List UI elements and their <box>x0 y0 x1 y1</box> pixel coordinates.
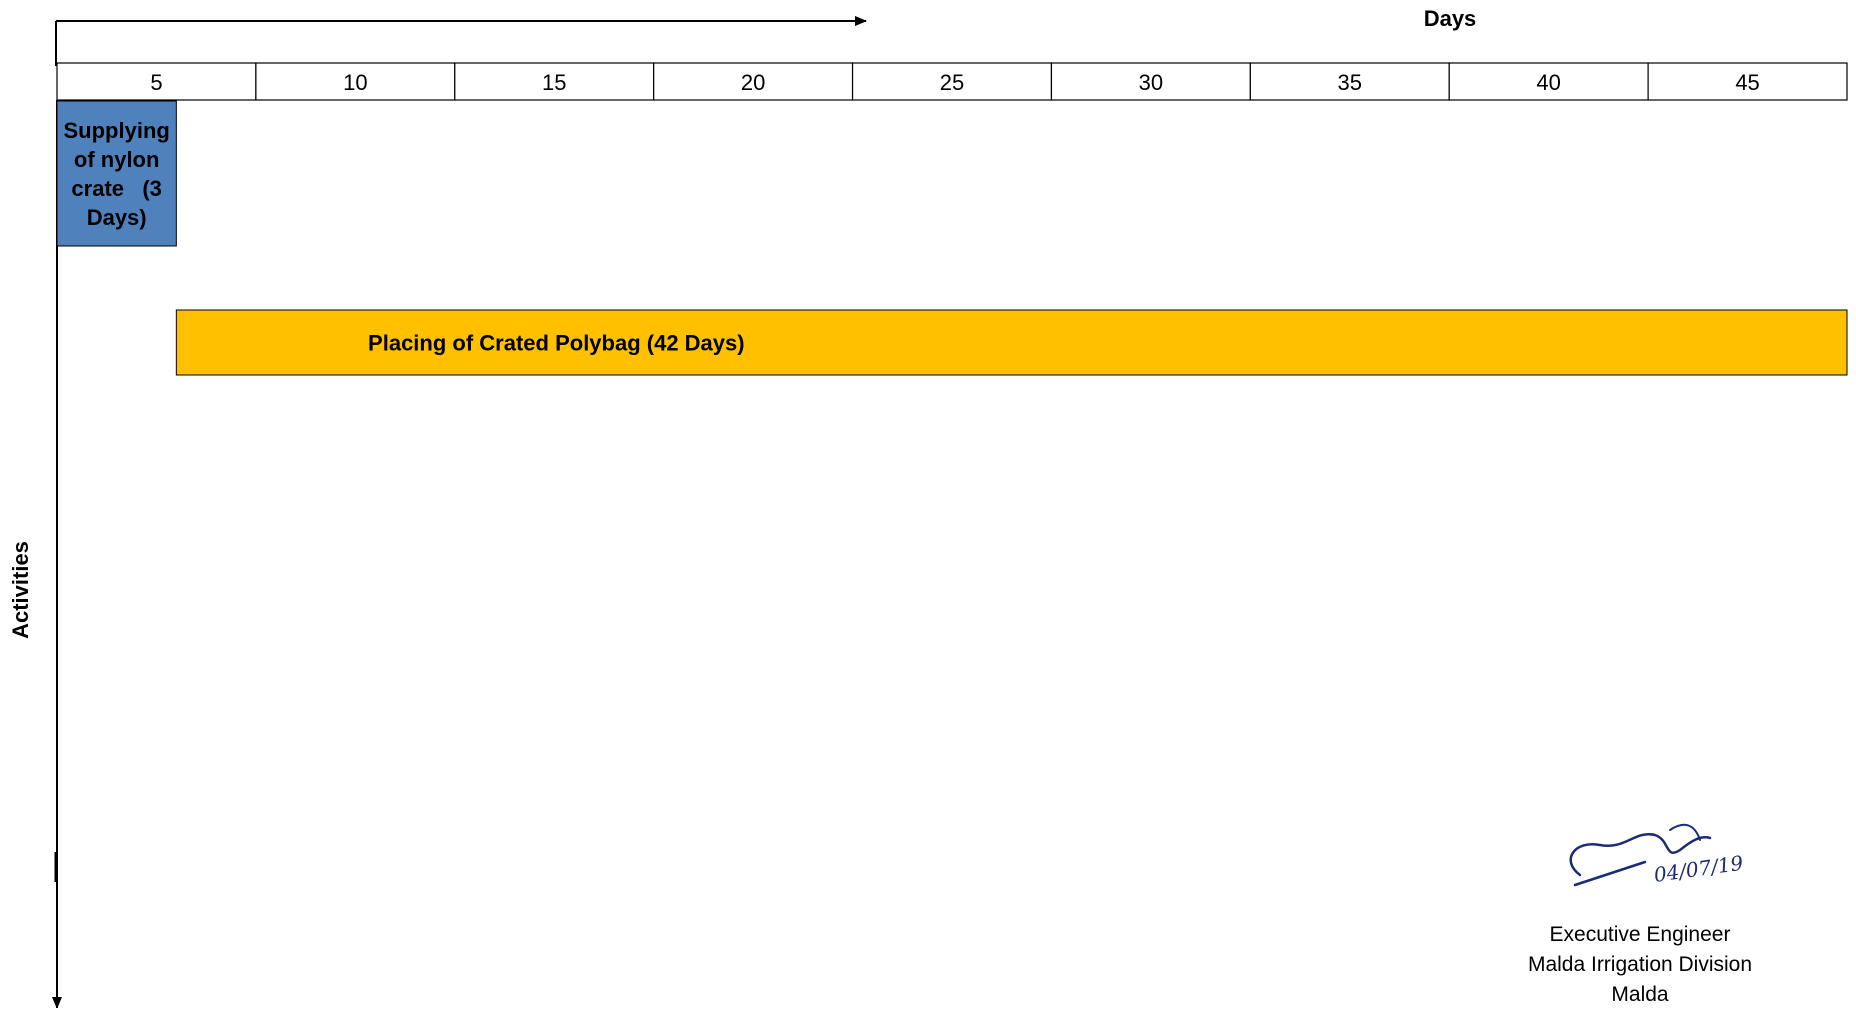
task-label: Placing of Crated Polybag (42 Days) <box>368 330 745 356</box>
handwritten-signature <box>1540 800 1770 910</box>
signature-block <box>1490 850 1790 1010</box>
signature-title: Executive Engineer <box>1549 923 1731 946</box>
tick-label: 15 <box>541 70 567 95</box>
y-axis-title: Activities <box>8 541 33 639</box>
task-bars <box>57 101 1847 375</box>
x-axis-title: Days <box>1423 6 1477 31</box>
tick-label: 10 <box>343 70 368 95</box>
tick-label: 5 <box>150 70 163 95</box>
task-label: of nylon <box>73 147 160 172</box>
tick-label: 40 <box>1536 70 1561 95</box>
signature-division: Malda Irrigation Division <box>1527 953 1753 976</box>
tick-label: 45 <box>1735 70 1760 95</box>
tick-label: 35 <box>1337 70 1363 95</box>
task-label: crate (3 <box>71 176 162 201</box>
tick-label: 20 <box>740 70 766 95</box>
tick-label: 30 <box>1138 70 1164 95</box>
task-label: Days) <box>86 205 147 230</box>
signature-date: 04/07/19 <box>1652 850 1745 887</box>
day-tick-row <box>57 63 1847 100</box>
tick-label: 25 <box>939 70 965 95</box>
task-label: Supplying <box>63 118 170 143</box>
signature-place: Malda <box>1611 983 1669 1006</box>
